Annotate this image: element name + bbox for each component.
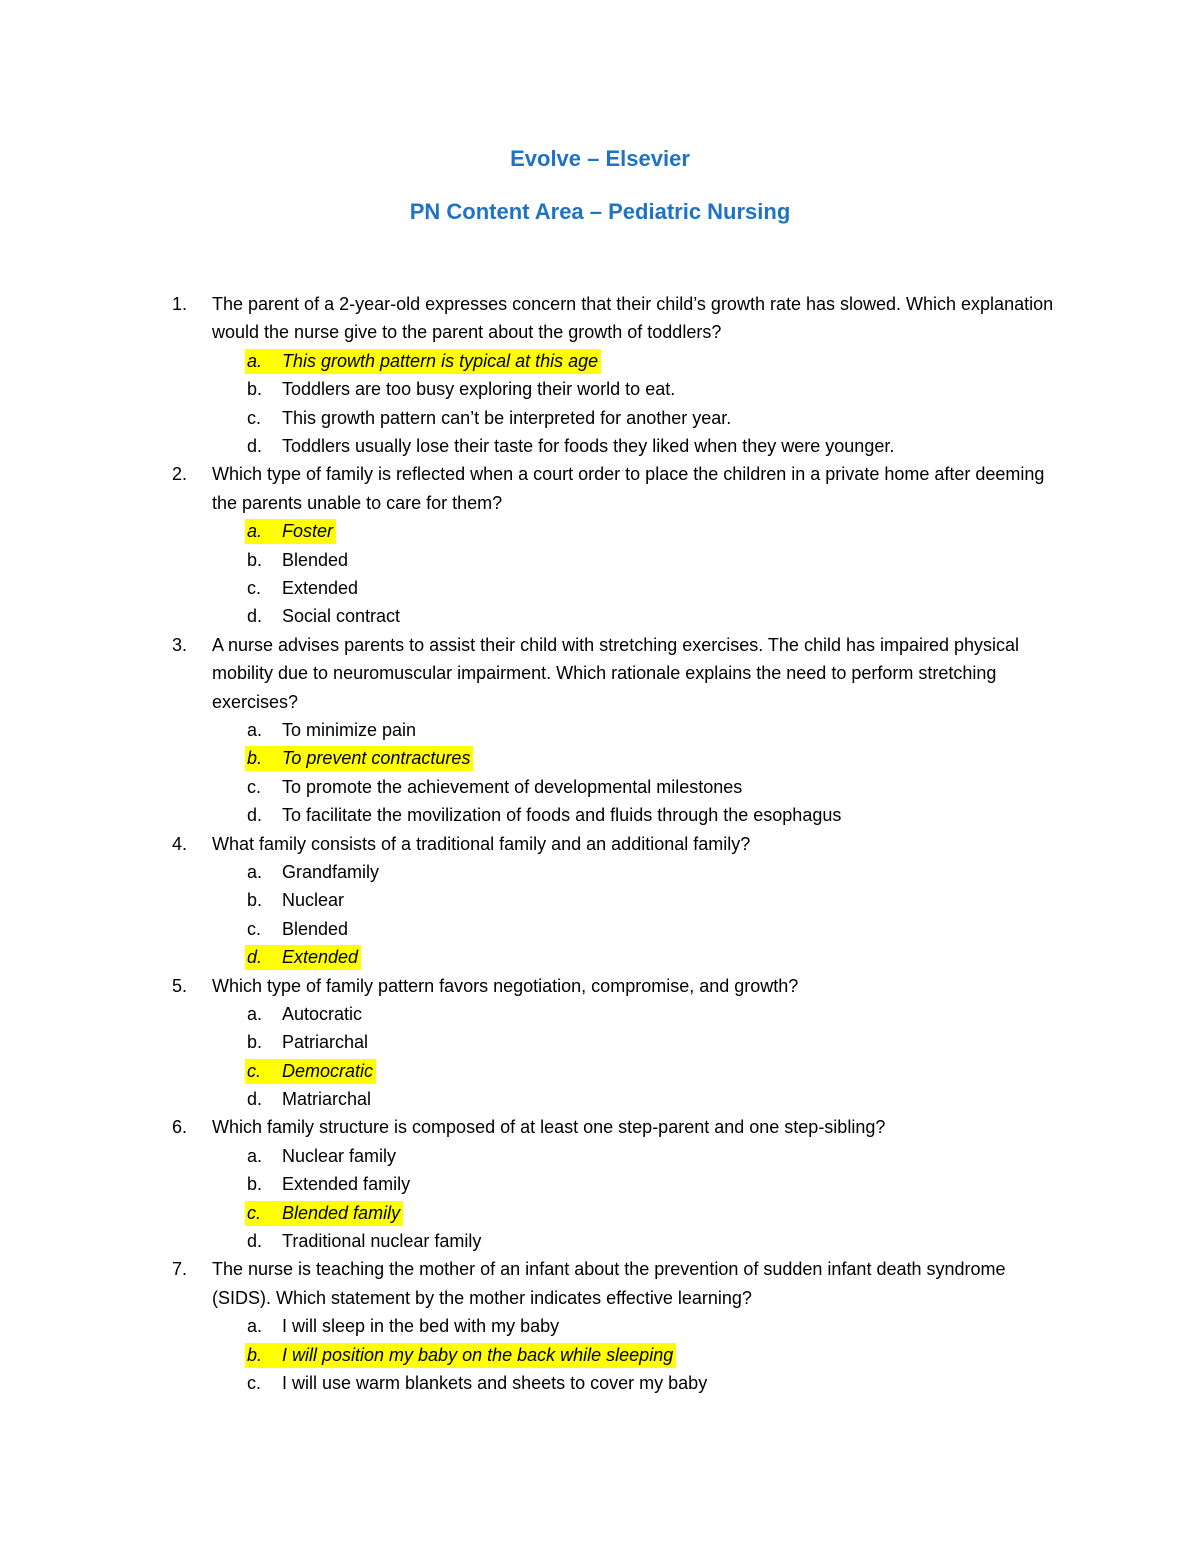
option-text: Blended — [282, 918, 349, 939]
answer-option — [0, 858, 1200, 886]
answer-option — [0, 1085, 1200, 1113]
option-letter: d. — [247, 1231, 263, 1252]
option-list — [0, 1000, 1200, 1114]
answer-option — [0, 1227, 1200, 1255]
answer-option — [0, 773, 1200, 801]
option-text: Blended family — [282, 1202, 401, 1223]
answer-option — [0, 602, 1200, 630]
option-list — [0, 347, 1200, 461]
option-letter: c. — [247, 776, 262, 797]
option-letter: a. — [247, 861, 263, 882]
document-subtitle: PN Content Area – Pediatric Nursing — [409, 199, 791, 224]
question-number: 3. — [172, 634, 188, 655]
question-list — [0, 290, 1200, 1397]
answer-option — [0, 432, 1200, 460]
option-list — [0, 517, 1200, 631]
answer-option — [0, 915, 1200, 943]
option-text: To promote the achievement of developmental milestones — [282, 776, 743, 797]
answer-option — [0, 886, 1200, 914]
option-letter: b. — [247, 1344, 263, 1365]
option-letter: d. — [247, 435, 263, 456]
option-text: Blended — [282, 549, 349, 570]
option-letter: b. — [247, 890, 263, 911]
option-letter: a. — [247, 1145, 263, 1166]
answer-option — [0, 574, 1200, 602]
option-text: Grandfamily — [282, 861, 380, 882]
option-letter: b. — [247, 1174, 263, 1195]
option-text: This growth pattern can’t be interpreted for another year. — [282, 407, 732, 428]
option-letter: b. — [247, 549, 263, 570]
option-text: Foster — [282, 521, 334, 542]
answer-option — [0, 1142, 1200, 1170]
question-text: Which family structure is composed of at least one step-parent and one step-sibling? — [212, 1117, 886, 1138]
answer-option — [0, 716, 1200, 744]
question-number: 7. — [172, 1259, 188, 1280]
answer-option — [0, 546, 1200, 574]
option-text: Toddlers usually lose their taste for foods they liked when they were younger. — [282, 435, 895, 456]
option-text: To facilitate the movilization of foods and fluids through the esophagus — [282, 805, 842, 826]
document-title: Evolve – Elsevier — [510, 146, 690, 171]
option-text: I will position my baby on the back while sleeping — [282, 1344, 674, 1365]
answer-option — [0, 1028, 1200, 1056]
option-list — [0, 1142, 1200, 1256]
option-text: This growth pattern is typical at this age — [282, 350, 599, 371]
option-text: To prevent contractures — [282, 748, 471, 769]
option-text: Matriarchal — [282, 1089, 372, 1110]
question-text: What family consists of a traditional family and an additional family? — [212, 833, 751, 854]
question-text: The nurse is teaching the mother of an infant about the prevention of sudden infant death syndrome (SIDS). Which statement by the mother indicates effective learning? — [212, 1259, 1006, 1308]
option-text: Toddlers are too busy exploring their world to eat. — [282, 379, 676, 400]
option-list — [0, 716, 1200, 830]
option-letter: a. — [247, 1316, 263, 1337]
option-letter: c. — [247, 577, 262, 598]
question-item — [0, 972, 1200, 1114]
question-item — [0, 460, 1200, 630]
option-text: Extended family — [282, 1174, 411, 1195]
question-number: 2. — [172, 464, 188, 485]
correct-option — [0, 1341, 1200, 1369]
option-letter: a. — [247, 350, 263, 371]
option-list — [0, 1312, 1200, 1397]
question-text: Which type of family is reflected when a court order to place the children in a private home after deeming the parents unable to care for them? — [212, 464, 1045, 513]
correct-option — [0, 943, 1200, 971]
option-text: I will use warm blankets and sheets to cover my baby — [282, 1373, 708, 1394]
question-number: 1. — [172, 294, 188, 314]
answer-option — [0, 404, 1200, 432]
correct-option — [0, 744, 1200, 772]
option-letter: a. — [247, 1003, 263, 1024]
question-text: The parent of a 2-year-old expresses concern that their child’s growth rate has slowed. Which explanation would the nurse give to the parent about the growth of toddlers? — [212, 294, 1054, 343]
question-text: A nurse advises parents to assist their child with stretching exercises. The child has impaired physical mobility due to neuromuscular impairment. Which rationale explains the need to perform stretching exercises? — [212, 634, 1020, 712]
option-letter: c. — [247, 1060, 262, 1081]
answer-option — [0, 1369, 1200, 1397]
option-letter: b. — [247, 1032, 263, 1053]
correct-option — [0, 1199, 1200, 1227]
option-text: Nuclear family — [282, 1145, 397, 1166]
option-letter: d. — [247, 1089, 263, 1110]
option-text: Traditional nuclear family — [282, 1231, 482, 1252]
option-text: Social contract — [282, 606, 401, 627]
option-text: Nuclear — [282, 890, 345, 911]
option-letter: a. — [247, 719, 263, 740]
option-text: Autocratic — [282, 1003, 363, 1024]
option-letter: a. — [247, 521, 263, 542]
option-letter: c. — [247, 1373, 262, 1394]
option-text: Extended — [282, 577, 359, 598]
option-text: I will sleep in the bed with my baby — [282, 1316, 560, 1337]
option-letter: b. — [247, 748, 263, 769]
correct-option — [0, 1057, 1200, 1085]
option-text: Democratic — [282, 1060, 374, 1081]
question-number: 5. — [172, 975, 188, 996]
answer-option — [0, 375, 1200, 403]
correct-option — [0, 517, 1200, 545]
option-text: Extended — [282, 947, 359, 968]
question-item — [0, 1255, 1200, 1397]
option-letter: b. — [247, 379, 263, 400]
option-letter: d. — [247, 947, 263, 968]
option-letter: c. — [247, 1202, 262, 1223]
answer-option — [0, 801, 1200, 829]
question-text: Which type of family pattern favors negotiation, compromise, and growth? — [212, 975, 799, 996]
question-number: 6. — [172, 1117, 188, 1138]
answer-option — [0, 1312, 1200, 1340]
option-text: To minimize pain — [282, 719, 417, 740]
question-item — [0, 830, 1200, 972]
option-letter: c. — [247, 407, 262, 428]
option-text: Patriarchal — [282, 1032, 369, 1053]
option-letter: d. — [247, 805, 263, 826]
question-item — [0, 290, 1200, 460]
answer-option — [0, 1000, 1200, 1028]
question-item — [0, 1113, 1200, 1255]
question-item — [0, 631, 1200, 830]
answer-option — [0, 1170, 1200, 1198]
correct-option — [0, 347, 1200, 375]
option-letter: d. — [247, 606, 263, 627]
option-letter: c. — [247, 918, 262, 939]
question-number: 4. — [172, 833, 188, 854]
option-list — [0, 858, 1200, 972]
